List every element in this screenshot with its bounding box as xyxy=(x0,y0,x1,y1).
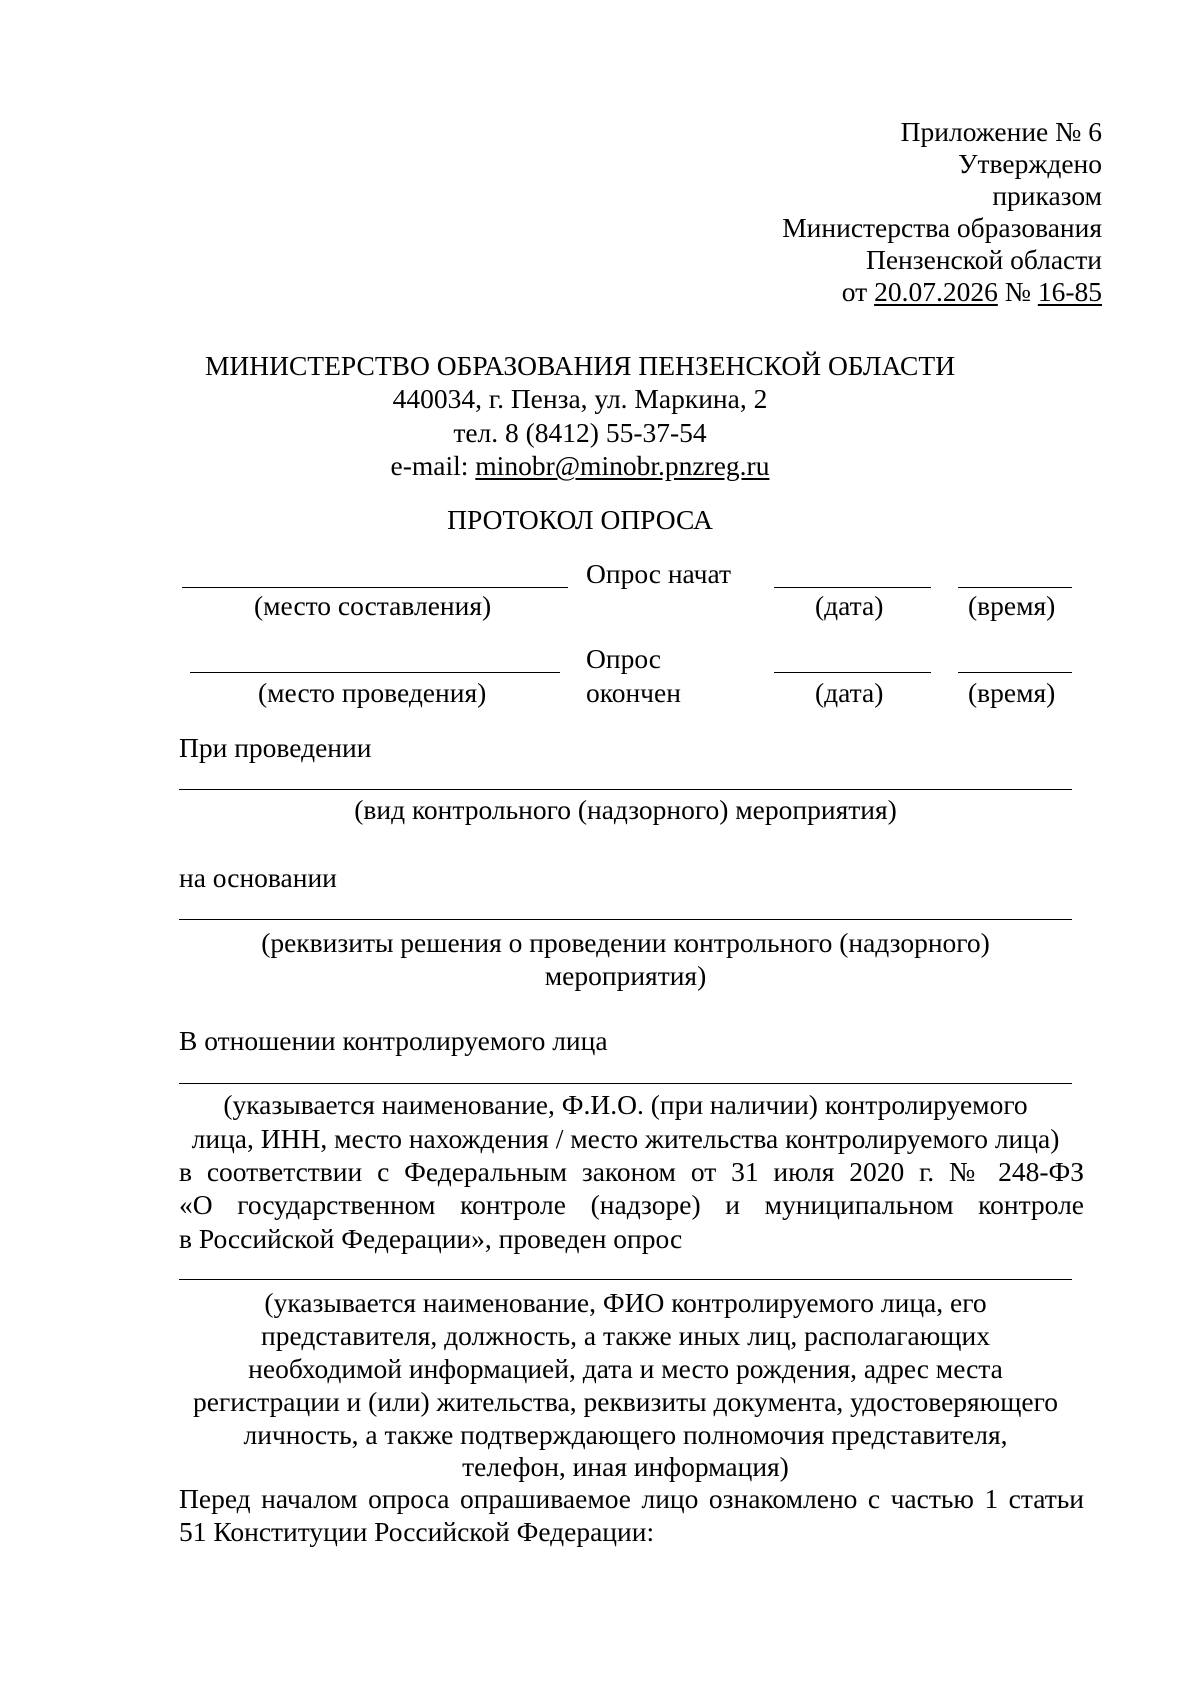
survey-end-label-2: окончен xyxy=(586,677,681,708)
survey-end-label-1: Опрос xyxy=(586,643,661,674)
controlled-person-label: В отношении контролируемого лица xyxy=(179,1025,608,1056)
end-time-line xyxy=(958,672,1072,673)
survey-start-label: Опрос начат xyxy=(586,558,732,589)
place-compiled-caption: (место составления) xyxy=(254,590,492,621)
number-prefix: № xyxy=(997,276,1038,307)
end-time-caption: (время) xyxy=(968,677,1056,708)
event-type-line xyxy=(179,789,1072,790)
email-prefix: e-mail: xyxy=(390,450,476,481)
org-email-line xyxy=(0,452,1160,480)
constitution-notice-1: Перед началом опроса опрашиваемое лицо ознакомлено с частью 1 статьи xyxy=(179,1483,1084,1514)
approved-label: Утверждено xyxy=(958,148,1102,179)
place-held-caption: (место проведения) xyxy=(258,677,487,708)
law-reference-1: в соответствии с Федеральным законом от 31 июля 2020 г. № 248-ФЗ xyxy=(179,1156,1084,1187)
start-date-line xyxy=(774,587,931,588)
order-date-number xyxy=(842,278,1102,306)
respondent-caption-4: регистрации и (или) жительства, реквизиты документа, удостоверяющего xyxy=(193,1386,1058,1417)
date-prefix: от xyxy=(841,276,875,307)
order-label: приказом xyxy=(992,180,1102,211)
decision-line xyxy=(179,919,1072,920)
conducting-label: При проведении xyxy=(179,732,372,763)
respondent-caption-6: телефон, иная информация) xyxy=(462,1451,789,1482)
org-address: 440034, г. Пенза, ул. Маркина, 2 xyxy=(392,383,768,414)
protocol-title: ПРОТОКОЛ ОПРОСА xyxy=(447,504,713,535)
end-date-line xyxy=(774,672,931,673)
order-number: 16-85 xyxy=(1037,276,1102,307)
controlled-person-line xyxy=(179,1083,1072,1084)
decision-caption-1: (реквизиты решения о проведении контрольного (надзорного) xyxy=(261,927,990,958)
basis-label: на основании xyxy=(179,862,337,893)
respondent-caption-3: необходимой информацией, дата и место рождения, адрес места xyxy=(248,1353,1003,1384)
email-link[interactable]: minobr@minobr.pnzreg.ru xyxy=(475,450,770,481)
respondent-caption-2: представителя, должность, а также иных лиц, располагающих xyxy=(261,1320,990,1351)
org-name: МИНИСТЕРСТВО ОБРАЗОВАНИЯ ПЕНЗЕНСКОЙ ОБЛАСТИ xyxy=(204,350,956,381)
org-phone: тел. 8 (8412) 55-37-54 xyxy=(453,417,707,448)
controlled-caption-2: лица, ИНН, место нахождения / место жительства контролируемого лица) xyxy=(191,1123,1060,1154)
respondent-line xyxy=(179,1279,1072,1280)
order-date: 20.07.2026 xyxy=(874,276,998,307)
place-held-line xyxy=(190,672,560,673)
law-reference-3: в Российской Федерации», проведен опрос xyxy=(179,1223,683,1254)
constitution-notice-2: 51 Конституции Российской Федерации: xyxy=(179,1516,655,1547)
respondent-caption-5: личность, а также подтверждающего полномочия представителя, xyxy=(243,1419,1008,1450)
decision-caption-2: мероприятия) xyxy=(544,960,707,991)
region-name: Пензенской области xyxy=(865,244,1102,275)
start-time-line xyxy=(958,587,1072,588)
respondent-caption-1: (указывается наименование, ФИО контролируемого лица, его xyxy=(264,1287,987,1318)
start-date-caption: (дата) xyxy=(815,590,884,621)
ministry-name: Министерства образования xyxy=(782,212,1102,243)
event-type-caption: (вид контрольного (надзорного) мероприятия) xyxy=(354,794,897,825)
place-compiled-line xyxy=(182,587,568,588)
end-date-caption: (дата) xyxy=(815,677,884,708)
start-time-caption: (время) xyxy=(968,590,1056,621)
controlled-caption-1: (указывается наименование, Ф.И.О. (при наличии) контролируемого xyxy=(223,1089,1028,1120)
appendix-number: Приложение № 6 xyxy=(900,116,1102,147)
law-reference-2: «О государственном контроле (надзоре) и муниципальном контроле xyxy=(179,1189,1084,1220)
